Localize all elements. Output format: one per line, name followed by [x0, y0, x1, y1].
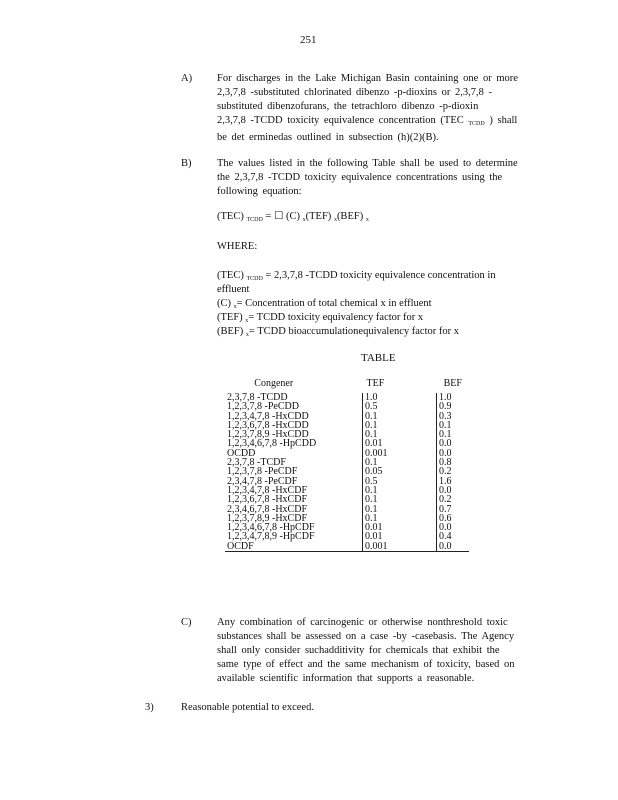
section-3-label: 3) [145, 702, 154, 713]
cell-tef: 0.001 [363, 542, 437, 552]
cell-tef: 0.1 [363, 458, 437, 467]
cell-congener: 1,2,3,7,8,9 -HxCDD [227, 429, 309, 441]
cell-bef: 0.9 [437, 402, 470, 411]
cell-bef: 0.3 [437, 412, 470, 421]
section-a-line: substituted dibenzofurans, the tetrachloro dibenzo -p-dioxin [217, 101, 479, 112]
definition-effluent: effluent [217, 284, 250, 295]
cell-tef: 0.001 [363, 449, 437, 458]
cell-congener: 2,3,4,6,7,8 -HxCDF [227, 503, 308, 515]
cell-tef: 0.05 [363, 467, 437, 476]
cell-congener: 1,2,3,4,6,7,8 -HpCDD [227, 438, 317, 450]
section-c-line: shall only consider suchadditivity for chemicals that exhibit the [217, 645, 500, 656]
section-c-text [217, 616, 537, 686]
cell-tef: 0.1 [363, 430, 437, 439]
cell-bef: 0.8 [437, 458, 470, 467]
definition-tef: (TEF) $_x$= TCDD toxicity equivalency factor for x [217, 312, 424, 324]
section-a-text [217, 72, 537, 145]
section-a-line: be det erminedas outlined in subsection (h)(2)(B). [217, 132, 439, 143]
cell-bef: 0.2 [437, 467, 470, 476]
cell-bef: 1.6 [437, 477, 470, 486]
cell-bef: 0.1 [437, 421, 470, 430]
cell-congener: OCDF [225, 542, 363, 552]
cell-bef: 0.0 [437, 439, 470, 448]
section-b-line: following equation: [217, 186, 302, 197]
cell-bef: 0.4 [437, 532, 470, 541]
section-c-line: available scientific information that supports a reasonable. [217, 673, 475, 684]
cell-bef: 0.1 [437, 430, 470, 439]
cell-bef: 0.6 [437, 514, 470, 523]
page-number: 251 [300, 34, 317, 46]
cell-tef: 0.5 [363, 402, 437, 411]
definition-c: (C) $_x$= Concentration of total chemical x in effluent [217, 298, 432, 310]
definition-tec: (TEC) $_{TCDD}$ = 2,3,7,8 -TCDD toxicity equivalence concentration in [217, 270, 496, 282]
section-b-text [217, 157, 537, 199]
cell-tef: 0.5 [363, 477, 437, 486]
section-a-line: 2,3,7,8 -TCDD toxicity equivalence concentration (TEC $_{TCDD}$ ) shall [217, 115, 518, 127]
cell-congener: 1,2,3,7,8,9 -HxCDF [227, 512, 308, 524]
cell-congener: 1,2,3,6,7,8 -HxCDD [227, 419, 309, 431]
section-a-line: For discharges in the Lake Michigan Basin containing one or more [217, 73, 518, 84]
definition-bef: (BEF) $_x$= TCDD bioaccumulationequivalency factor for x [217, 326, 459, 338]
tec-equation: (TEC) $_{TCDD}$ = ☐ (C) $_x$(TEF) $_x$(BEF) $_x$ [217, 211, 369, 223]
section-a-label: A) [181, 73, 193, 84]
cell-congener: 2,3,4,7,8 -PeCDF [227, 475, 298, 487]
cell-bef: 0.7 [437, 505, 470, 514]
cell-congener: 1,2,3,4,7,8 -HxCDF [227, 484, 308, 496]
cell-tef: 0.01 [363, 523, 437, 532]
cell-tef: 0.1 [363, 412, 437, 421]
cell-tef: 0.1 [363, 505, 437, 514]
table-header-row [225, 379, 469, 393]
cell-congener: 1,2,3,4,7,8 -HxCDD [227, 410, 309, 422]
cell-bef: 1.0 [437, 393, 470, 402]
section-c-label: C) [181, 617, 192, 628]
cell-bef: 0.2 [437, 495, 470, 504]
cell-congener: OCDD [227, 447, 256, 459]
section-b-label: B) [181, 158, 192, 169]
table-title: TABLE [361, 352, 396, 364]
section-3-text: Reasonable potential to exceed. [181, 702, 314, 713]
section-c-line: same type of effect and the same mechanism of toxicity, based on [217, 659, 515, 670]
table-row [225, 439, 469, 448]
cell-tef: 0.01 [363, 532, 437, 541]
cell-tef: 0.1 [363, 421, 437, 430]
table-row [225, 532, 469, 541]
cell-bef: 0.0 [437, 449, 470, 458]
cell-tef: 0.01 [363, 439, 437, 448]
cell-congener: 2,3,7,8 -TCDF [227, 457, 286, 469]
cell-tef: 0.1 [363, 495, 437, 504]
cell-congener: 1,2,3,6,7,8 -HxCDF [227, 494, 308, 506]
cell-bef: 0.0 [437, 542, 470, 552]
section-a-line: 2,3,7,8 -substituted chlorinated dibenzo -p-dioxins or 2,3,7,8 - [217, 87, 492, 98]
section-b-line: the 2,3,7,8 -TCDD toxicity equivalence concentrations using the [217, 172, 503, 183]
cell-bef: 0.0 [437, 523, 470, 532]
section-c-line: substances shall be assessed on a case -by -casebasis. The Agency [217, 631, 515, 642]
section-b-line: The values listed in the following Table shall be used to determine [217, 158, 518, 169]
section-c-line: Any combination of carcinogenic or otherwise nonthreshold toxic [217, 617, 508, 628]
cell-tef: 0.1 [363, 514, 437, 523]
cell-congener: 1,2,3,7,8 -PeCDD [227, 401, 299, 413]
cell-congener: 1,2,3,4,6,7,8 -HpCDF [227, 522, 315, 534]
cell-tef: 0.1 [363, 486, 437, 495]
cell-congener: 2,3,7,8 -TCDD [227, 392, 288, 403]
cell-tef: 1.0 [363, 393, 437, 402]
congener-table [225, 379, 469, 552]
cell-congener: 1,2,3,4,7,8,9 -HpCDF [227, 531, 315, 543]
cell-congener: 1,2,3,7,8 -PeCDF [227, 466, 298, 478]
header-tef: TEF [366, 378, 385, 389]
definitions-list [217, 269, 496, 339]
where-label: WHERE: [217, 241, 258, 252]
table-row [225, 542, 469, 552]
header-congener: Congener [254, 378, 294, 389]
header-bef: BEF [443, 378, 462, 389]
cell-bef: 0.0 [437, 486, 470, 495]
